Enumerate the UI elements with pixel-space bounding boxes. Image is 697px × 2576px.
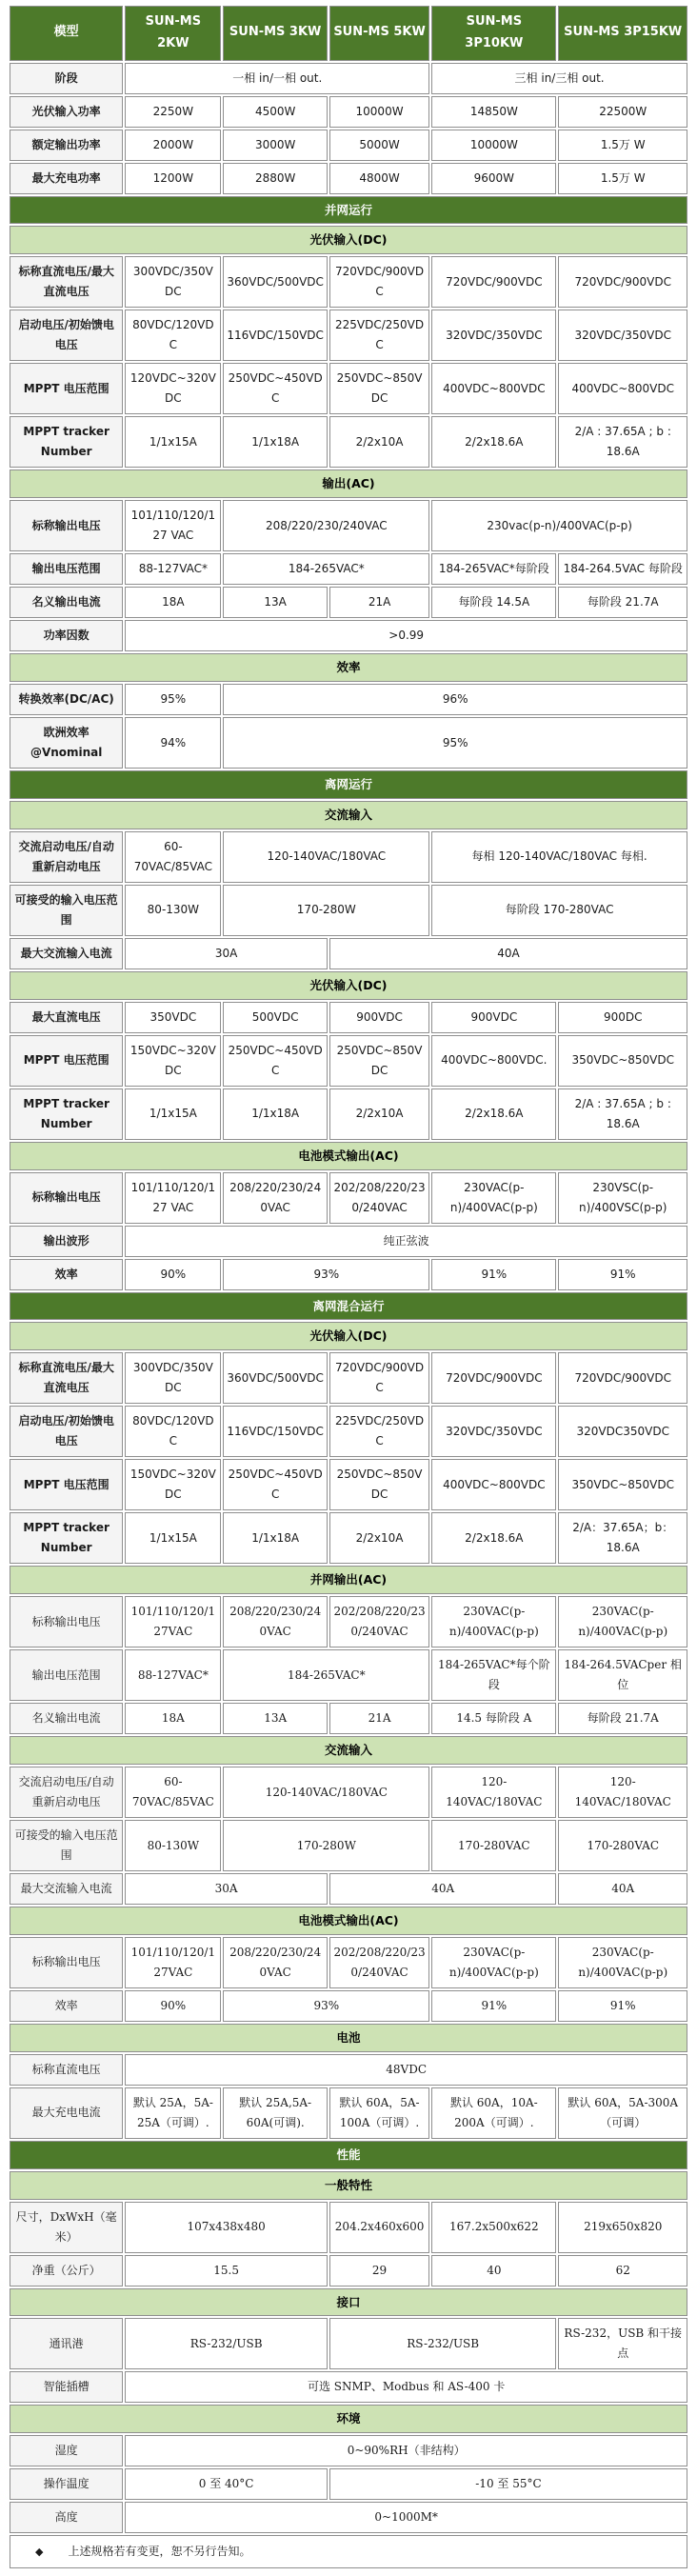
spec-cell: 2/2x18.6A — [431, 1512, 556, 1564]
subsection-bar — [10, 1566, 687, 1594]
model-name-3: SUN-MS 5KW — [329, 6, 429, 61]
subsection-title: 效率 — [10, 653, 687, 682]
spec-cell: 101/110/120/127 VAC — [125, 500, 221, 551]
spec-row — [10, 416, 687, 468]
subsection-bar — [10, 971, 687, 1000]
spec-cell: 3000W — [223, 130, 328, 161]
row-label: 标称直流电压/最大直流电压 — [10, 256, 123, 308]
subsection-title: 电池 — [10, 2024, 687, 2052]
spec-cell: 720VDC/900VDC — [431, 256, 556, 308]
row-label: 输出电压范围 — [10, 1649, 123, 1701]
spec-row — [10, 1352, 687, 1404]
row-label: 交流启动电压/自动重新启动电压 — [10, 831, 123, 883]
spec-cell: 95% — [223, 717, 687, 769]
row-label: 启动电压/初始馈电电压 — [10, 1406, 123, 1457]
subsection-title: 光伏输入(DC) — [10, 971, 687, 1000]
spec-row — [10, 1035, 687, 1087]
spec-cell: 62 — [558, 2255, 687, 2286]
spec-row — [10, 2468, 687, 2500]
spec-cell: 116VDC/150VDC — [223, 310, 328, 361]
spec-cell: 10000W — [329, 96, 429, 128]
spec-cell: 400VDC~800VDC — [431, 1459, 556, 1510]
spec-cell: 2000W — [125, 130, 221, 161]
spec-cell: 150VDC~320VDC — [125, 1035, 221, 1087]
spec-cell: 720VDC/900VDC — [558, 256, 687, 308]
subsection-bar — [10, 653, 687, 682]
subsection-title: 交流输入 — [10, 801, 687, 829]
spec-cell: 18A — [125, 587, 221, 618]
spec-cell: 1/1x15A — [125, 416, 221, 468]
model-name-5: SUN-MS 3P15KW — [558, 6, 687, 61]
spec-cell: 1/1x18A — [223, 416, 328, 468]
spec-row — [10, 1459, 687, 1510]
spec-row — [10, 717, 687, 769]
spec-cell: 208/220/230/240VAC — [223, 1937, 328, 1988]
spec-row — [10, 96, 687, 128]
spec-cell: 95% — [125, 684, 221, 715]
spec-cell: 320VDC/350VDC — [431, 1406, 556, 1457]
spec-cell: 202/208/220/230/240VAC — [329, 1596, 429, 1647]
spec-row — [10, 1088, 687, 1140]
row-label: 名义输出电流 — [10, 587, 123, 618]
spec-row — [10, 1767, 687, 1818]
spec-cell: 350VDC — [125, 1002, 221, 1033]
spec-cell: 170-280W — [223, 885, 429, 936]
spec-cell: 250VDC~450VDC — [223, 1035, 328, 1087]
section-title: 并网运行 — [10, 196, 687, 225]
row-label: 启动电压/初始馈电电压 — [10, 310, 123, 361]
spec-cell: 91% — [431, 1259, 556, 1290]
spec-cell: 2/A : 37.65A ; b : 18.6A — [558, 416, 687, 468]
spec-row — [10, 1226, 687, 1257]
row-label: 最大交流输入电流 — [10, 938, 123, 969]
spec-cell: 每阶段 14.5A — [431, 587, 556, 618]
spec-cell: 1.5万 W — [558, 130, 687, 161]
spec-row — [10, 1172, 687, 1224]
spec-cell: 250VDC~850VDC — [329, 1459, 429, 1510]
section-bar — [10, 1292, 687, 1321]
spec-cell: 208/220/230/240VAC — [223, 1596, 328, 1647]
spec-row — [10, 1649, 687, 1701]
spec-cell: 1/1x18A — [223, 1088, 328, 1140]
spec-cell: 15.5 — [125, 2255, 328, 2286]
spec-cell: 2/2x10A — [329, 1512, 429, 1564]
spec-cell: 250VDC~450VDC — [223, 1459, 328, 1510]
model-header-row — [10, 6, 687, 61]
row-label: 输出电压范围 — [10, 553, 123, 585]
spec-cell: 96% — [223, 684, 687, 715]
spec-cell: RS-232，USB 和干接点 — [558, 2318, 687, 2369]
spec-cell: 14.5 每阶段 A — [431, 1703, 556, 1734]
subsection-bar — [10, 1142, 687, 1170]
subsection-bar — [10, 1322, 687, 1350]
spec-row — [10, 2318, 687, 2369]
spec-cell: 40A — [329, 1873, 557, 1905]
spec-row — [10, 2435, 687, 2466]
spec-cell: 默认 60A，5A-300A（可调） — [558, 2087, 687, 2139]
spec-row — [10, 256, 687, 308]
spec-cell: 500VDC — [223, 1002, 328, 1033]
subsection-bar — [10, 1736, 687, 1765]
spec-cell: 80-130W — [125, 1820, 221, 1871]
row-label: 高度 — [10, 2502, 123, 2533]
spec-cell: 5000W — [329, 130, 429, 161]
spec-cell: 320VDC/350VDC — [431, 310, 556, 361]
spec-cell: RS-232/USB — [329, 2318, 557, 2369]
spec-cell: 230VSC(p-n)/400VSC(p-p) — [558, 1172, 687, 1224]
spec-cell: 400VDC~800VDC — [558, 363, 687, 414]
spec-cell: 150VDC~320VDC — [125, 1459, 221, 1510]
spec-row — [10, 1406, 687, 1457]
spec-cell: 107x438x480 — [125, 2202, 328, 2253]
spec-cell: 4800W — [329, 163, 429, 194]
subsection-title: 光伏输入(DC) — [10, 226, 687, 254]
model-name-4: SUN-MS 3P10KW — [431, 6, 556, 61]
spec-cell: 230VAC(p-n)/400VAC(p-p) — [558, 1937, 687, 1988]
spec-cell: 300VDC/350VDC — [125, 256, 221, 308]
spec-cell: 每阶段 21.7A — [558, 587, 687, 618]
spec-row — [10, 1820, 687, 1871]
spec-cell: 每相 120-140VAC/180VAC 每相. — [431, 831, 687, 883]
row-label: 光伏输入功率 — [10, 96, 123, 128]
spec-row — [10, 1937, 687, 1988]
section-title: 离网混合运行 — [10, 1292, 687, 1321]
row-label: 标称直流电压/最大直流电压 — [10, 1352, 123, 1404]
spec-cell: 720VDC/900VDC — [558, 1352, 687, 1404]
subsection-bar — [10, 1907, 687, 1935]
spec-cell: 208/220/230/240VAC — [223, 1172, 328, 1224]
spec-cell: 0 至 40°C — [125, 2468, 328, 2500]
spec-cell: 每阶段 21.7A — [558, 1703, 687, 1734]
spec-row — [10, 1259, 687, 1290]
spec-cell: 每阶段 170-280VAC — [431, 885, 687, 936]
spec-cell: 1/1x15A — [125, 1512, 221, 1564]
row-label: 可接受的输入电压范围 — [10, 1820, 123, 1871]
spec-cell: 默认 60A，10A-200A（可调）. — [431, 2087, 556, 2139]
spec-cell: 170-280VAC — [558, 1820, 687, 1871]
row-label: MPPT 电压范围 — [10, 1035, 123, 1087]
spec-cell: 13A — [223, 587, 328, 618]
spec-cell: 91% — [431, 1990, 556, 2022]
spec-row — [10, 130, 687, 161]
spec-cell: 22500W — [558, 96, 687, 128]
row-label: 湿度 — [10, 2435, 123, 2466]
row-label: 额定输出功率 — [10, 130, 123, 161]
subsection-bar — [10, 801, 687, 829]
spec-row — [10, 2087, 687, 2139]
spec-cell: 90% — [125, 1990, 221, 2022]
spec-row — [10, 938, 687, 969]
row-label: 最大充电功率 — [10, 163, 123, 194]
row-label: 标称输出电压 — [10, 500, 123, 551]
spec-row — [10, 1873, 687, 1905]
spec-cell: 900DC — [558, 1002, 687, 1033]
spec-row — [10, 1990, 687, 2022]
spec-cell: 默认 25A,5A-60A(可调). — [223, 2087, 328, 2139]
spec-cell: 230VAC(p-n)/400VAC(p-p) — [431, 1937, 556, 1988]
spec-cell: 1/1x15A — [125, 1088, 221, 1140]
spec-cell: 30A — [125, 1873, 328, 1905]
spec-cell: 167.2x500x622 — [431, 2202, 556, 2253]
spec-row — [10, 1512, 687, 1564]
spec-row — [10, 553, 687, 585]
spec-cell: 可选 SNMP、Modbus 和 AS-400 卡 — [125, 2371, 687, 2403]
row-label: 输出波形 — [10, 1226, 123, 1257]
row-label: MPPT tracker Number — [10, 1512, 123, 1564]
spec-cell: 101/110/120/127VAC — [125, 1937, 221, 1988]
spec-cell: 184-265VAC* — [223, 553, 429, 585]
spec-cell: 93% — [223, 1259, 429, 1290]
spec-cell: 91% — [558, 1990, 687, 2022]
spec-cell: 2/2x18.6A — [431, 416, 556, 468]
row-label: 净重（公斤） — [10, 2255, 123, 2286]
spec-cell: 720VDC/900VDC — [329, 1352, 429, 1404]
subsection-bar — [10, 226, 687, 254]
subsection-bar — [10, 2288, 687, 2317]
subsection-bar — [10, 469, 687, 498]
spec-cell: 1.5万 W — [558, 163, 687, 194]
subsection-title: 电池模式输出(AC) — [10, 1142, 687, 1170]
subsection-title: 电池模式输出(AC) — [10, 1907, 687, 1935]
spec-cell: 2/2x10A — [329, 416, 429, 468]
model-name-1: SUN-MS 2KW — [125, 6, 221, 61]
row-label: 交流启动电压/自动重新启动电压 — [10, 1767, 123, 1818]
spec-cell: 80-130W — [125, 885, 221, 936]
footnote-cell — [10, 2535, 687, 2568]
spec-cell: 40A — [329, 938, 687, 969]
spec-cell: 400VDC~800VDC — [431, 363, 556, 414]
section-title: 离网运行 — [10, 770, 687, 799]
spec-cell: 184-264.5VAC 每阶段 — [558, 553, 687, 585]
spec-row — [10, 620, 687, 651]
spec-cell: 184-265VAC* — [223, 1649, 429, 1701]
spec-row — [10, 2371, 687, 2403]
section-title: 性能 — [10, 2141, 687, 2169]
spec-cell: 400VDC~800VDC. — [431, 1035, 556, 1087]
spec-cell: 2/2x10A — [329, 1088, 429, 1140]
spec-cell: 250VDC~850VDC — [329, 1035, 429, 1087]
spec-cell: 120VDC~320VDC — [125, 363, 221, 414]
subsection-bar — [10, 2171, 687, 2200]
spec-row — [10, 831, 687, 883]
row-label: MPPT tracker Number — [10, 416, 123, 468]
spec-cell: 350VDC~850VDC — [558, 1459, 687, 1510]
spec-cell: 120-140VAC/180VAC — [223, 1767, 429, 1818]
row-label: 效率 — [10, 1259, 123, 1290]
row-label: 标称输出电压 — [10, 1596, 123, 1647]
spec-row — [10, 684, 687, 715]
spec-cell: 18A — [125, 1703, 221, 1734]
spec-cell: 300VDC/350VDC — [125, 1352, 221, 1404]
spec-cell: 80VDC/120VDC — [125, 310, 221, 361]
spec-row — [10, 500, 687, 551]
spec-row — [10, 163, 687, 194]
spec-cell: 120-140VAC/180VAC — [223, 831, 429, 883]
spec-row — [10, 885, 687, 936]
row-label: 阶段 — [10, 63, 123, 94]
row-label: 标称直流电压 — [10, 2054, 123, 2086]
spec-row — [10, 2255, 687, 2286]
spec-cell: 184-265VAC*每阶段 — [431, 553, 556, 585]
spec-cell: 默认 60A，5A-100A（可调）. — [329, 2087, 429, 2139]
row-label: 标称输出电压 — [10, 1937, 123, 1988]
spec-cell: 101/110/120/127 VAC — [125, 1172, 221, 1224]
spec-cell: 2250W — [125, 96, 221, 128]
spec-cell: 720VDC/900VDC — [329, 256, 429, 308]
spec-cell: 93% — [223, 1990, 429, 2022]
section-bar — [10, 2141, 687, 2169]
spec-cell: 13A — [223, 1703, 328, 1734]
row-label: MPPT 电压范围 — [10, 363, 123, 414]
spec-row — [10, 310, 687, 361]
spec-cell: 21A — [329, 1703, 429, 1734]
subsection-title: 输出(AC) — [10, 469, 687, 498]
spec-row — [10, 2054, 687, 2086]
spec-cell: 250VDC~450VDC — [223, 363, 328, 414]
spec-cell: 225VDC/250VDC — [329, 1406, 429, 1457]
spec-cell: 219x650x820 — [558, 2202, 687, 2253]
spec-cell: 170-280W — [223, 1820, 429, 1871]
spec-cell: 默认 25A，5A-25A（可调）. — [125, 2087, 221, 2139]
subsection-title: 并网输出(AC) — [10, 1566, 687, 1594]
spec-cell: 10000W — [431, 130, 556, 161]
spec-row — [10, 63, 687, 94]
spec-cell: 9600W — [431, 163, 556, 194]
spec-cell: 204.2x460x600 — [329, 2202, 429, 2253]
spec-cell: 900VDC — [329, 1002, 429, 1033]
subsection-title: 一般特性 — [10, 2171, 687, 2200]
diamond-bullet-icon: ◆ — [35, 2546, 44, 2559]
row-label: 智能插槽 — [10, 2371, 123, 2403]
spec-row — [10, 1703, 687, 1734]
spec-cell: 360VDC/500VDC — [223, 1352, 328, 1404]
spec-cell: 88-127VAC* — [125, 553, 221, 585]
spec-row — [10, 2502, 687, 2533]
spec-cell: 0~1000M* — [125, 2502, 687, 2533]
row-label: 欧洲效率@Vnominal — [10, 717, 123, 769]
subsection-bar — [10, 2405, 687, 2433]
spec-cell: 230VAC(p-n)/400VAC(p-p) — [431, 1172, 556, 1224]
row-label: MPPT tracker Number — [10, 1088, 123, 1140]
subsection-title: 光伏输入(DC) — [10, 1322, 687, 1350]
row-label: 转换效率(DC/AC) — [10, 684, 123, 715]
spec-cell: 60-70VAC/85VAC — [125, 1767, 221, 1818]
spec-cell: 30A — [125, 938, 328, 969]
spec-cell: 120-140VAC/180VAC — [431, 1767, 556, 1818]
spec-cell: 360VDC/500VDC — [223, 256, 328, 308]
spec-cell: 202/208/220/230/240VAC — [329, 1172, 429, 1224]
row-label: 标称输出电压 — [10, 1172, 123, 1224]
spec-row — [10, 363, 687, 414]
row-label: 最大充电电流 — [10, 2087, 123, 2139]
row-label: 效率 — [10, 1990, 123, 2022]
spec-cell: 116VDC/150VDC — [223, 1406, 328, 1457]
subsection-title: 接口 — [10, 2288, 687, 2317]
spec-cell: -10 至 55°C — [329, 2468, 687, 2500]
spec-cell: 4500W — [223, 96, 328, 128]
spec-cell: 0~90%RH（非结构） — [125, 2435, 687, 2466]
spec-cell: 三相 in/三相 out. — [431, 63, 687, 94]
section-bar — [10, 196, 687, 225]
subsection-bar — [10, 2024, 687, 2052]
spec-cell: 91% — [558, 1259, 687, 1290]
spec-cell: 120-140VAC/180VAC — [558, 1767, 687, 1818]
spec-cell: 230VAC(p-n)/400VAC(p-p) — [431, 1596, 556, 1647]
spec-cell: 225VDC/250VDC — [329, 310, 429, 361]
spec-row — [10, 587, 687, 618]
row-label: 尺寸，DxWxH（毫米） — [10, 2202, 123, 2253]
spec-cell: 48VDC — [125, 2054, 687, 2086]
row-label: 名义输出电流 — [10, 1703, 123, 1734]
spec-cell: 320VDC/350VDC — [558, 310, 687, 361]
spec-cell: 94% — [125, 717, 221, 769]
spec-cell: 2/A : 37.65A ; b : 18.6A — [558, 1088, 687, 1140]
spec-cell: 纯正弦波 — [125, 1226, 687, 1257]
spec-cell: 101/110/120/127VAC — [125, 1596, 221, 1647]
spec-cell: 720VDC/900VDC — [431, 1352, 556, 1404]
spec-cell: 250VDC~850VDC — [329, 363, 429, 414]
footnote-text: 上述规格若有变更，恕不另行告知。 — [68, 2545, 251, 2559]
spec-row — [10, 2202, 687, 2253]
spec-cell: 88-127VAC* — [125, 1649, 221, 1701]
spec-cell: 21A — [329, 587, 429, 618]
spec-cell: 208/220/230/240VAC — [223, 500, 429, 551]
spec-cell: RS-232/USB — [125, 2318, 328, 2369]
subsection-title: 交流输入 — [10, 1736, 687, 1765]
row-label: MPPT 电压范围 — [10, 1459, 123, 1510]
spec-cell: 40 — [431, 2255, 556, 2286]
spec-cell: 60-70VAC/85VAC — [125, 831, 221, 883]
spec-cell: 170-280VAC — [431, 1820, 556, 1871]
spec-cell: 184-265VAC*每个阶段 — [431, 1649, 556, 1701]
spec-cell: 2/2x18.6A — [431, 1088, 556, 1140]
spec-cell: 90% — [125, 1259, 221, 1290]
spec-cell: 14850W — [431, 96, 556, 128]
row-label: 功率因数 — [10, 620, 123, 651]
spec-cell: 184-264.5VACper 相位 — [558, 1649, 687, 1701]
model-column-label: 模型 — [10, 6, 123, 61]
spec-cell: 2/A：37.65A；b：18.6A — [558, 1512, 687, 1564]
row-label: 操作温度 — [10, 2468, 123, 2500]
row-label: 可接受的输入电压范围 — [10, 885, 123, 936]
section-bar — [10, 770, 687, 799]
spec-cell: 80VDC/120VDC — [125, 1406, 221, 1457]
spec-row — [10, 1002, 687, 1033]
spec-cell: 一相 in/一相 out. — [125, 63, 429, 94]
spec-cell: 29 — [329, 2255, 429, 2286]
subsection-title: 环境 — [10, 2405, 687, 2433]
footnote-row — [10, 2535, 687, 2568]
spec-cell: 1/1x18A — [223, 1512, 328, 1564]
spec-row — [10, 1596, 687, 1647]
spec-cell: 230VAC(p-n)/400VAC(p-p) — [558, 1596, 687, 1647]
spec-cell: >0.99 — [125, 620, 687, 651]
row-label: 通讯港 — [10, 2318, 123, 2369]
spec-cell: 230vac(p-n)/400VAC(p-p) — [431, 500, 687, 551]
spec-cell: 900VDC — [431, 1002, 556, 1033]
spec-cell: 350VDC~850VDC — [558, 1035, 687, 1087]
spec-cell: 2880W — [223, 163, 328, 194]
spec-cell: 320VDC350VDC — [558, 1406, 687, 1457]
spec-cell: 202/208/220/230/240VAC — [329, 1937, 429, 1988]
model-name-2: SUN-MS 3KW — [223, 6, 328, 61]
spec-cell: 40A — [558, 1873, 687, 1905]
spec-table — [8, 4, 689, 2570]
spec-cell: 1200W — [125, 163, 221, 194]
row-label: 最大直流电压 — [10, 1002, 123, 1033]
row-label: 最大交流输入电流 — [10, 1873, 123, 1905]
